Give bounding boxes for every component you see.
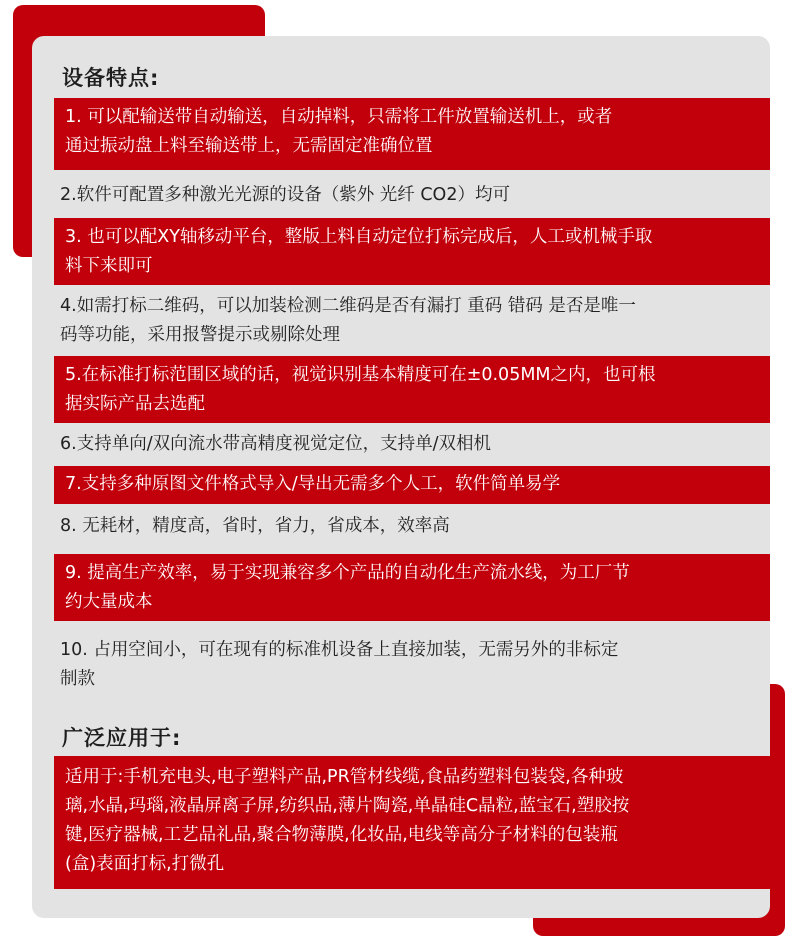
feature-line: 码等功能，采用报警提示或剔除处理 xyxy=(60,325,340,345)
applications-line: 璃,水晶,玛瑙,液晶屏离子屏,纺织品,薄片陶瓷,单晶硅C晶粒,蓝宝石,塑胶按 xyxy=(65,796,630,816)
feature-line: 9. 提高生产效率，易于实现兼容多个产品的自动化生产流水线，为工厂节 xyxy=(65,563,630,583)
applications-heading: 广泛应用于: xyxy=(62,726,182,750)
feature-line: 料下来即可 xyxy=(65,256,153,276)
feature-line: 7.支持多种原图文件格式导入/导出无需多个人工，软件简单易学 xyxy=(65,474,561,494)
feature-line: 8. 无耗材，精度高，省时，省力，省成本，效率高 xyxy=(60,516,450,536)
applications-line: 键,医疗器械,工艺品礼品,聚合物薄膜,化妆品,电线等高分子材料的包装瓶 xyxy=(65,825,618,845)
feature-item-10 xyxy=(60,636,760,694)
feature-item-6 xyxy=(60,430,760,459)
feature-line: 4.如需打标二维码，可以加装检测二维码是否有漏打 重码 错码 是否是唯一 xyxy=(60,296,636,316)
feature-line: 约大量成本 xyxy=(65,592,153,612)
feature-item-3 xyxy=(54,218,770,285)
feature-line: 5.在标准打标范围区域的话，视觉识别基本精度可在±0.05MM之内，也可根 xyxy=(65,365,656,385)
feature-item-7 xyxy=(54,466,770,504)
feature-line: 2.软件可配置多种激光光源的设备（紫外 光纤 CO2）均可 xyxy=(60,185,510,205)
feature-line: 通过振动盘上料至输送带上，无需固定准确位置 xyxy=(65,136,433,156)
applications-line: 适用于:手机充电头,电子塑料产品,PR管材线缆,食品药塑料包装袋,各种玻 xyxy=(65,767,624,787)
feature-item-2 xyxy=(60,181,760,210)
applications-line: (盒)表面打标,打微孔 xyxy=(65,854,225,874)
feature-line: 10. 占用空间小，可在现有的标准机设备上直接加装，无需另外的非标定 xyxy=(60,640,619,660)
feature-item-9 xyxy=(54,554,770,621)
content-card xyxy=(32,36,770,918)
feature-item-1 xyxy=(54,98,770,170)
features-heading: 设备特点: xyxy=(62,66,160,90)
feature-line: 6.支持单向/双向流水带高精度视觉定位，支持单/双相机 xyxy=(60,434,491,454)
feature-item-5 xyxy=(54,356,770,423)
feature-item-4 xyxy=(60,292,760,350)
applications-list xyxy=(54,756,770,889)
feature-line: 3. 也可以配XY轴移动平台，整版上料自动定位打标完成后，人工或机械手取 xyxy=(65,227,653,247)
feature-line: 据实际产品去选配 xyxy=(65,394,205,414)
feature-line: 1. 可以配输送带自动输送，自动掉料，只需将工件放置输送机上，或者 xyxy=(65,107,613,127)
feature-line: 制款 xyxy=(60,669,95,689)
feature-item-8 xyxy=(60,512,760,541)
